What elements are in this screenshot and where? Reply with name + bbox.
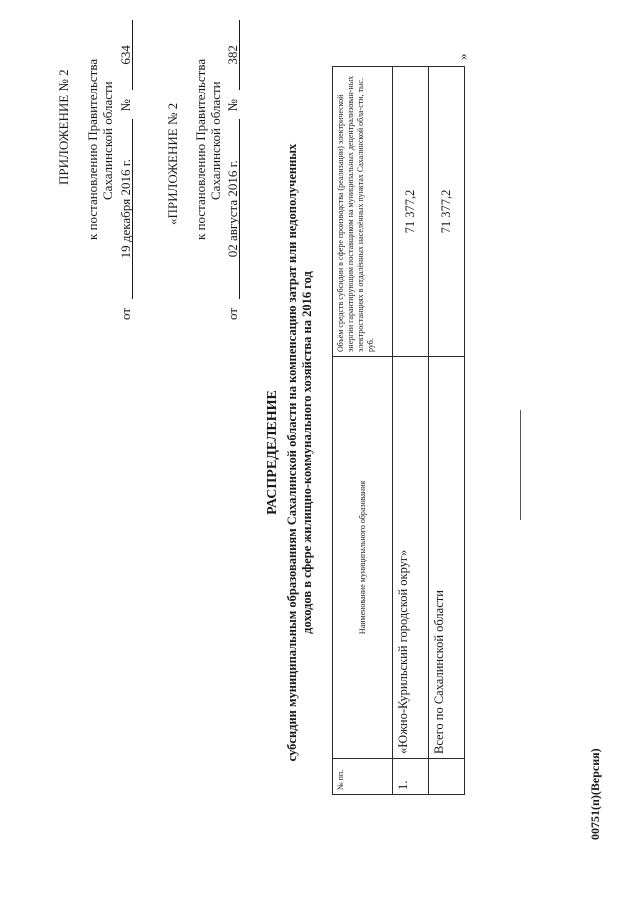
appendix-date-line [118, 20, 134, 320]
row-num: 1. [393, 759, 429, 795]
appendix-title: ПРИЛОЖЕНИЕ № 2 [56, 69, 71, 185]
appendix-old-decree-line: к постановлению Правительства [193, 58, 208, 240]
closing-quote: » [455, 53, 470, 60]
appendix-old-region-line: Сахалинской области [208, 81, 223, 200]
distribution-table [332, 66, 465, 795]
appendix-region-line: Сахалинской области [100, 81, 115, 200]
header-name: Наименование муниципального образования [333, 357, 393, 759]
decree-old-number: 382 [226, 20, 240, 90]
appendix-decree-line: к постановлению Правительства [85, 58, 100, 240]
total-num [429, 759, 465, 795]
header-num: № пп. [333, 759, 393, 795]
header-amount: Объём средств субсидии в сфере производства (реализации) электрической энергии гарантирующим поставщиком на муниципальных децентрализован-ных электростанциях в отдалённых населённых пунктах Сахалинской обла-сти, тыс. руб. [333, 67, 393, 357]
total-name: Всего по Сахалинской области [429, 357, 465, 759]
number-label: № [225, 99, 240, 112]
number-label: № [118, 99, 133, 112]
row-name: «Южно-Курильский городской округ» [393, 357, 429, 759]
document-subtitle-1: субсидии муниципальным образованиям Сахалинской области на компенсацию затрат или недополученных [285, 143, 299, 762]
total-amount: 71 377,2 [429, 67, 465, 357]
row-amount: 71 377,2 [393, 67, 429, 357]
from-label: от [225, 307, 240, 320]
appendix-old-title: «ПРИЛОЖЕНИЕ № 2 [165, 102, 180, 225]
decree-old-date: 02 августа 2016 г. [226, 119, 240, 299]
table-total-row [429, 67, 465, 795]
table-header-row [333, 67, 393, 795]
separator-line [520, 410, 521, 520]
decree-number: 634 [119, 20, 133, 90]
appendix-old-date-line [225, 20, 241, 320]
footer-code: 00751(п)(Версия) [588, 748, 602, 840]
table-row [393, 67, 429, 795]
document-subtitle-2: доходов в сфере жилищно-коммунального хозяйства на 2016 год [300, 271, 314, 634]
from-label: от [118, 307, 133, 320]
document-heading: РАСПРЕДЕЛЕНИЕ [265, 390, 280, 515]
decree-date: 19 декабря 2016 г. [119, 119, 133, 299]
